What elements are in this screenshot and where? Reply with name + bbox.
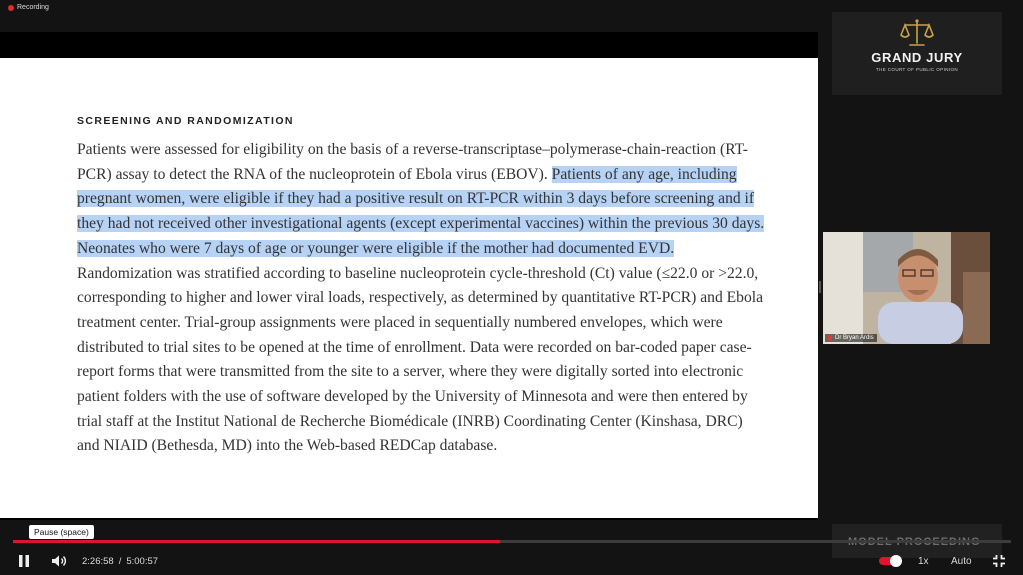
panel-resize-handle[interactable] [819, 281, 821, 293]
playback-speed-button[interactable]: 1x [918, 555, 929, 567]
autoplay-toggle[interactable] [879, 547, 899, 575]
record-dot-icon [8, 5, 14, 11]
player-controls [0, 547, 1023, 575]
recording-indicator [8, 4, 49, 11]
body-paragraph [77, 138, 767, 459]
pause-tooltip: Pause (space) [29, 525, 94, 539]
time-display [82, 547, 158, 575]
exit-fullscreen-icon [992, 554, 1006, 568]
pause-button[interactable] [17, 547, 31, 575]
paragraph-text-start: Patients were assessed for eligibility on the basis of a reverse-transcriptase–polymerase-chain-reaction (RT-PCR) assay to detect the RNA of the nucleoprotein of Ebola virus (EBOV). [77, 141, 748, 183]
scales-icon [900, 18, 934, 48]
time-separator: / [118, 555, 122, 567]
current-time: 2:26:58 [82, 555, 114, 567]
pause-icon [17, 554, 31, 568]
volume-icon [51, 554, 68, 568]
section-heading: SCREENING AND RANDOMIZATION [77, 115, 294, 127]
participant-name: Dr Bryan Ardis [835, 335, 874, 341]
screen-share [0, 32, 818, 520]
exit-fullscreen-button[interactable] [992, 547, 1006, 575]
logo-title: GRAND JURY [871, 50, 963, 65]
quality-button[interactable]: Auto [951, 555, 972, 567]
participant-name-label [825, 334, 877, 342]
recording-label: Recording [17, 4, 49, 11]
paragraph-text-end: Randomization was stratified according to baseline nucleoprotein cycle-threshold (Ct) value (≤22.0 or >22.0, corresponding to higher and lower viral loads, respectively, as determined by quantitative RT-PCR) and Ebola treatment center. Trial-group assignments were placed in sequentially numbered envelopes, which were distributed to trial sites to be opened at the time of enrollment. Data were recorded on bar-coded paper case-report forms that were transmitted from the site to a server, where they were digitally sorted into electronic patient folders with the use of software developed by the University of Minnesota and were then entered by trial staff at the Institut National de Recherche Biomédicale (INRB) Coordinating Center (Kinshasa, DRC) and NIAID (Bethesda, MD) into the Web-based REDCap database. [77, 264, 764, 455]
document-page [0, 58, 818, 518]
autoplay-toggle-knob [890, 555, 902, 567]
highlighted-text: Patients of any age, including pregnant women, were eligible if they had a positive result on RT-PCR within 3 days before screening and if they had not received other investigational agents (except experimental vaccines) within the previous 30 days. Neonates who were 7 days of age or younger were eligible if the mother had documented EVD. [77, 165, 765, 257]
volume-button[interactable] [51, 547, 68, 575]
logo-subtitle: THE COURT OF PUBLIC OPINION [875, 67, 959, 72]
participant-video[interactable] [823, 232, 990, 344]
mic-muted-icon [828, 335, 832, 341]
progress-bar-played [13, 540, 500, 543]
duration: 5:00:57 [126, 555, 159, 567]
autoplay-toggle-track [879, 557, 899, 565]
progress-bar[interactable] [13, 540, 1011, 543]
grand-jury-logo [832, 12, 1002, 95]
participant-video-frame [823, 232, 990, 344]
